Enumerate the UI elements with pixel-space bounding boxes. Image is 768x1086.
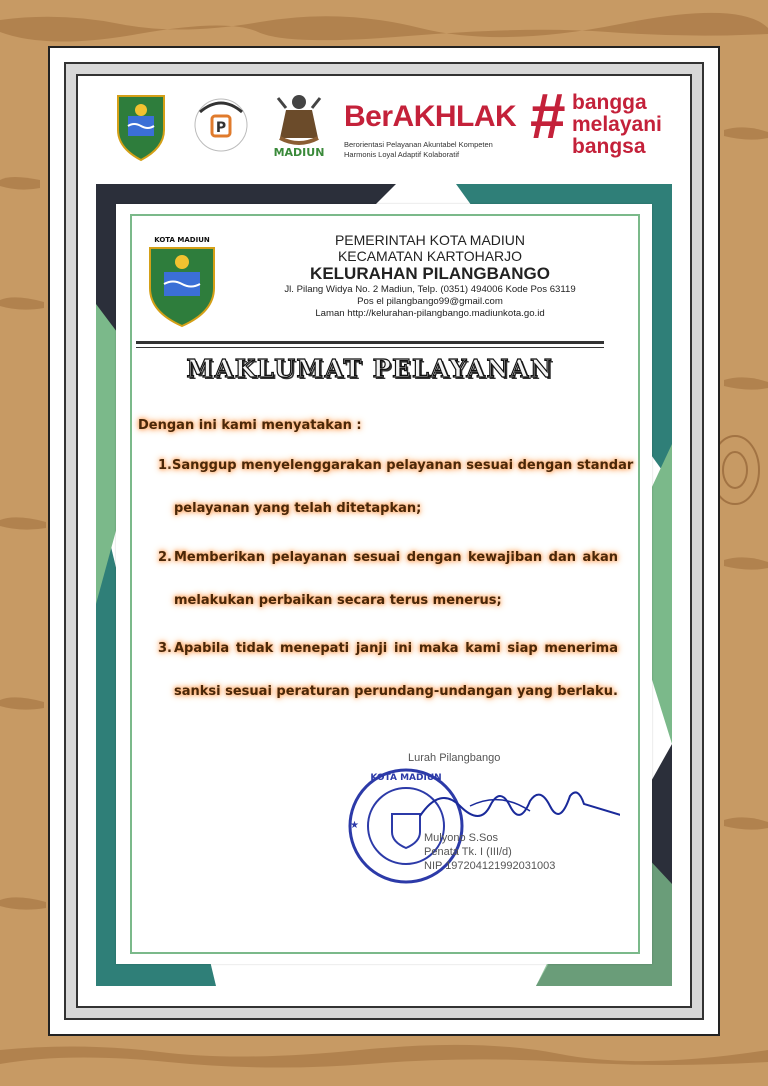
svg-text:MADIUN: MADIUN bbox=[273, 146, 325, 159]
berakhlak-title: BerAKHLAK bbox=[344, 100, 517, 133]
item-number: 2. bbox=[158, 550, 172, 565]
kop-village: KELURAHAN PILANGBANGO bbox=[310, 264, 550, 283]
madiun-logo bbox=[268, 88, 330, 164]
kop-district: KECAMATAN KARTOHARJO bbox=[337, 248, 523, 264]
signer-nip: NIP 197204121992031003 bbox=[424, 860, 556, 872]
list-item bbox=[158, 641, 618, 699]
signer-office: Lurah Pilangbango bbox=[408, 752, 501, 764]
letterhead bbox=[230, 232, 630, 320]
bangga-melayani-logo bbox=[530, 80, 680, 162]
handwritten-signature bbox=[410, 776, 620, 836]
item-text-continued: melakukan perbaikan secara terus menerus; bbox=[174, 593, 502, 608]
kop-address: Jl. Pilang Widya No. 2 Madiun, Telp. (0351) 494006 Kode Pos 63119 bbox=[284, 284, 576, 295]
bangga-line-1: bangga bbox=[572, 91, 647, 114]
item-text: Apabila tidak menepati janji ini maka kami siap menerima bbox=[174, 641, 618, 656]
berakhlak-logo bbox=[344, 92, 534, 162]
intro-text: Dengan ini kami menyatakan : bbox=[138, 418, 362, 433]
bangga-line-2: melayani bbox=[572, 113, 662, 136]
list-item bbox=[158, 550, 618, 608]
letterhead-rule-thin bbox=[136, 347, 604, 348]
pilangbango-logo bbox=[190, 94, 252, 156]
item-text: Memberikan pelayanan sesuai dengan kewajiban dan akan bbox=[174, 550, 618, 565]
signer-name: Mulyono S.Sos bbox=[424, 832, 498, 844]
item-text-continued: pelayanan yang telah ditetapkan; bbox=[174, 501, 422, 516]
kop-government: PEMERINTAH KOTA MADIUN bbox=[334, 232, 526, 248]
svg-text:P: P bbox=[215, 120, 227, 136]
kop-email: Pos el pilangbango99@gmail.com bbox=[357, 296, 503, 307]
kop-logo bbox=[144, 232, 220, 328]
svg-text:★: ★ bbox=[350, 820, 359, 831]
berakhlak-subtitle-1: Berorientasi Pelayanan Akuntabel Kompeten bbox=[344, 140, 493, 149]
svg-text:KOTA MADIUN: KOTA MADIUN bbox=[370, 773, 442, 783]
letterhead-rule-thick bbox=[136, 341, 604, 344]
signer-rank: Penata Tk. I (III/d) bbox=[424, 846, 512, 858]
item-number: 1. bbox=[158, 458, 172, 473]
item-text: Sanggup menyelenggarakan pelayanan sesuai dengan standar bbox=[171, 458, 634, 473]
hash-symbol: # bbox=[530, 80, 566, 152]
item-number: 3. bbox=[158, 641, 172, 656]
list-item bbox=[158, 458, 634, 516]
signature-block bbox=[340, 740, 640, 890]
kota-madiun-logo bbox=[112, 86, 170, 162]
page-title: MAKLUMAT PELAYANAN bbox=[186, 354, 554, 383]
svg-text:KOTA MADIUN: KOTA MADIUN bbox=[154, 236, 210, 244]
kop-website: Laman http://kelurahan-pilangbango.madiunkota.go.id bbox=[315, 308, 545, 319]
logo-strip bbox=[100, 80, 680, 166]
bangga-line-3: bangsa bbox=[572, 135, 646, 158]
berakhlak-subtitle-2: Harmonis Loyal Adaptif Kolaboratif bbox=[344, 150, 460, 159]
item-text-continued: sanksi sesuai peraturan perundang-undangan yang berlaku. bbox=[174, 684, 618, 699]
